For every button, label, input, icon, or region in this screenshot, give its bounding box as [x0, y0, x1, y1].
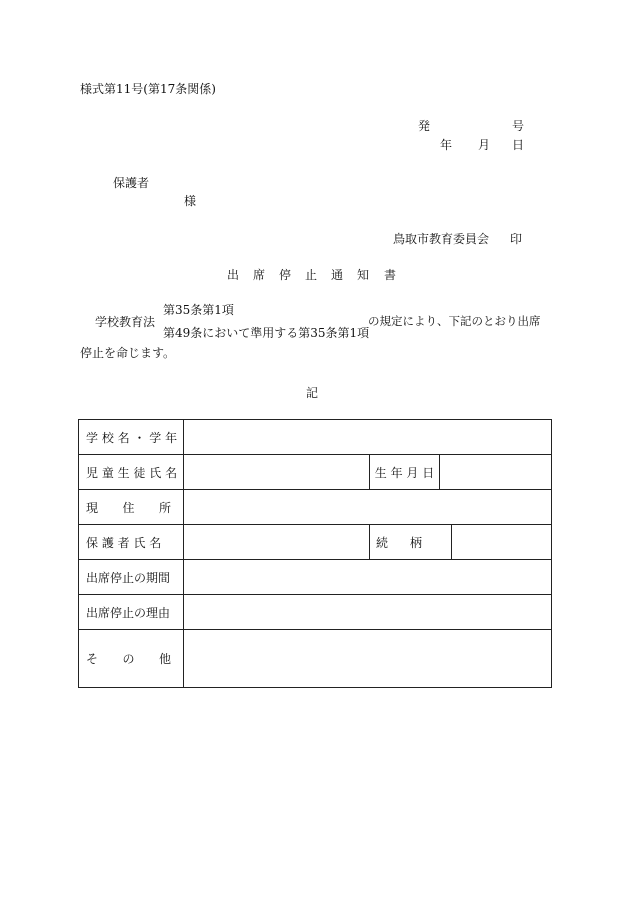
title-char: 止 [305, 268, 318, 282]
body-continuation: の規定により、下記のとおり出席 [368, 314, 541, 328]
suspension-reason-label: 出席停止の理由 [79, 595, 184, 630]
honorific: 様 [184, 194, 197, 208]
date-month: 月 [478, 138, 491, 152]
date-day: 日 [512, 138, 525, 152]
other-label [79, 630, 184, 688]
school-grade-label: 学 校 名 ・ 学 年 [79, 420, 184, 455]
issue-number-prefix: 発 [418, 119, 431, 133]
body-line-2: 停止を命じます。 [80, 346, 176, 360]
guardian-name-label: 保 護 者 氏 名 [79, 525, 184, 560]
law-name: 学校教育法 [95, 315, 156, 329]
issuer-name: 鳥取市教育委員会 [393, 232, 490, 246]
law-clause-2: 第49条において準用する第35条第1項 [163, 326, 370, 340]
table-row [79, 420, 552, 455]
law-clause-1: 第35条第1項 [163, 303, 234, 317]
relationship-label-char: 柄 [409, 535, 422, 550]
ki-mark: 記 [306, 386, 319, 400]
table-row [79, 525, 552, 560]
address-value[interactable] [184, 490, 552, 525]
title-char: 席 [253, 268, 266, 282]
date-year: 年 [440, 138, 453, 152]
school-grade-value[interactable] [184, 420, 552, 455]
table-row [79, 630, 552, 688]
other-label-char: の [122, 652, 135, 666]
title-char: 書 [384, 268, 397, 282]
suspension-reason-value[interactable] [184, 595, 552, 630]
table-row [79, 595, 552, 630]
issue-number-suffix: 号 [512, 119, 525, 133]
title-char: 出 [227, 268, 240, 282]
address-label [79, 490, 184, 525]
other-value[interactable] [184, 630, 552, 688]
table-row [79, 490, 552, 525]
title-char: 通 [331, 268, 344, 282]
seal-mark: 印 [510, 232, 523, 246]
address-label-char: 住 [122, 500, 135, 515]
student-name-value[interactable] [184, 455, 370, 490]
birthdate-value[interactable] [440, 455, 552, 490]
relationship-value[interactable] [452, 525, 552, 560]
birthdate-label: 生 年 月 日 [370, 455, 440, 490]
title-char: 停 [279, 268, 292, 282]
relationship-label [370, 525, 452, 560]
suspension-period-value[interactable] [184, 560, 552, 595]
title-char: 知 [357, 268, 370, 282]
address-label-char: 現 [86, 500, 99, 515]
table-row [79, 560, 552, 595]
address-label-char: 所 [158, 500, 171, 515]
form-number: 様式第11号(第17条関係) [80, 82, 216, 96]
student-name-label: 児 童 生 徒 氏 名 [79, 455, 184, 490]
details-table [78, 419, 552, 688]
other-label-char: そ [86, 652, 99, 666]
guardian-label: 保護者 [113, 176, 150, 190]
other-label-char: 他 [158, 652, 171, 666]
relationship-label-char: 続 [376, 535, 389, 550]
suspension-period-label: 出席停止の期間 [79, 560, 184, 595]
guardian-name-value[interactable] [184, 525, 370, 560]
table-row [79, 455, 552, 490]
